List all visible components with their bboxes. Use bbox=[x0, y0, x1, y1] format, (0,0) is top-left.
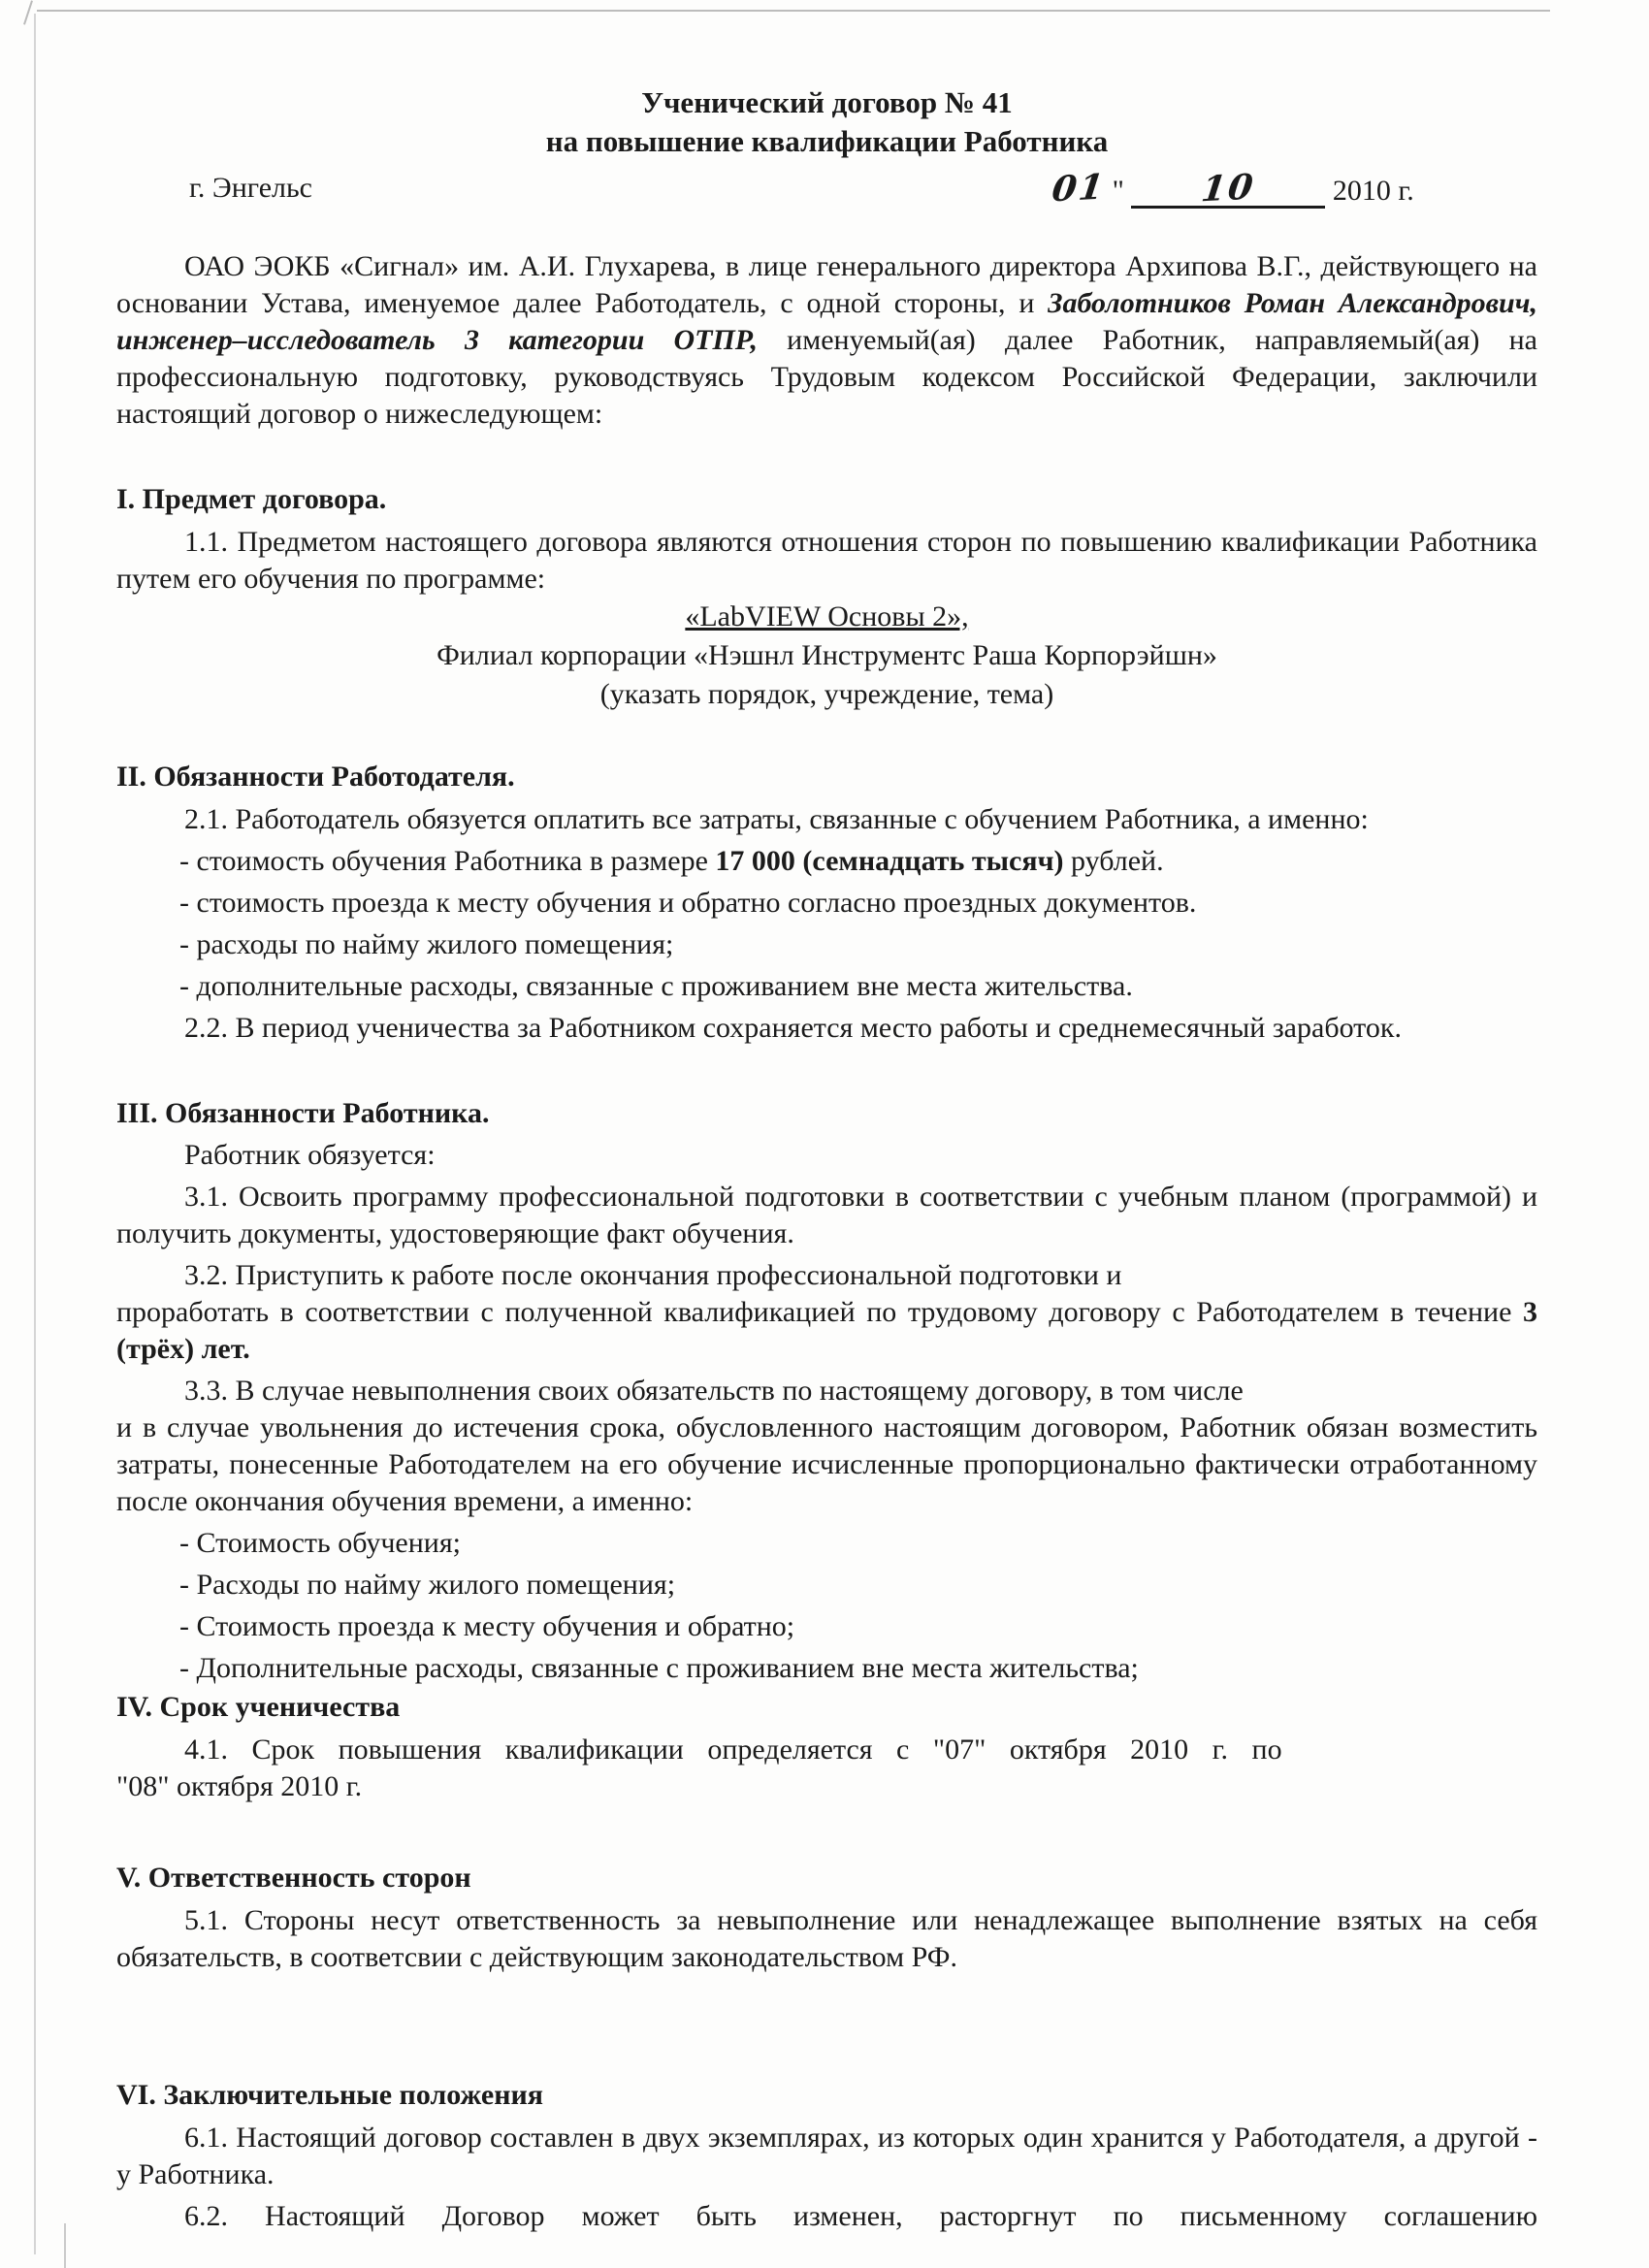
date-block bbox=[1050, 166, 1414, 211]
city-label: г. Энгельс bbox=[189, 172, 312, 204]
clause-3-1: 3.1. Освоить программу профессиональной подготовки в соответствии с учебным планом (программой) и получить документы, удостоверяющие факт обучения. bbox=[116, 1181, 1537, 1249]
clause-3-3-continuation: и в случае увольнения до истечения срока, обусловленного настоящим договором, Работник обязан возместить затраты, понесенные Работодателем на его обучение исчисленные пропорционально фактически отработанному после окончания обучения времени, а именно: bbox=[116, 1411, 1537, 1517]
clause-3-2-line1: 3.2. Приступить к работе после окончания профессиональной подготовки и bbox=[184, 1259, 1122, 1291]
clause-6-2: 6.2. Настоящий Договор может быть изменен, расторгнут по письменному соглашению bbox=[184, 2200, 1537, 2232]
clause-3-3-line1: 3.3. В случае невыполнения своих обязательств по настоящему договору, в том числе bbox=[184, 1375, 1244, 1407]
reimbursement-item-2: - Расходы по найму жилого помещения; bbox=[179, 1569, 676, 1601]
clause-3-2-continuation bbox=[116, 1294, 1537, 1368]
reimbursement-item-3: - Стоимость проезда к месту обучения и обратно; bbox=[179, 1610, 795, 1642]
clause-1-1: 1.1. Предметом настоящего договора являются отношения сторон по повышению квалификации Работника путем его обучения по программе: bbox=[116, 526, 1537, 595]
section6-heading: VI. Заключительные положения bbox=[116, 2079, 543, 2111]
employee-name-position: Заболотников Роман Александрович, инженер–исследователь 3 категории ОТПР, bbox=[116, 287, 1537, 356]
document-title-line2: на повышение квалификации Работника bbox=[545, 124, 1109, 158]
employer-cost-item-4: - дополнительные расходы, связанные с проживанием вне места жительства. bbox=[179, 970, 1133, 1002]
section2-heading: II. Обязанности Работодателя. bbox=[116, 761, 515, 793]
scan-edge-artifact-top bbox=[37, 10, 1550, 12]
clause-4-1-line1: 4.1. Срок повышения квалификации определяется с "07" октября 2010 г. по bbox=[184, 1733, 1282, 1766]
city-date-row bbox=[116, 166, 1537, 223]
work-term-bold: 3 (трёх) лет. bbox=[116, 1296, 1537, 1365]
tuition-amount: 17 000 (семнадцать тысяч) bbox=[715, 845, 1064, 877]
employer-cost-item-1 bbox=[179, 843, 1537, 880]
handwritten-month: 10 bbox=[1199, 166, 1258, 211]
date-year: 2010 г. bbox=[1332, 175, 1414, 207]
section1-heading: I. Предмет договора. bbox=[116, 483, 387, 515]
preamble-part1: ОАО ЭОКБ «Сигнал» им. А.И. Глухарева, в лице генерального директора Архипова В.Г., действующего на основании Устава, именуемое далее Работодатель, с одной стороны, и bbox=[116, 250, 1537, 319]
clause-4-1-line2: "08" октября 2010 г. bbox=[116, 1770, 363, 1802]
section3-intro: Работник обязуется: bbox=[184, 1139, 436, 1171]
fill-in-note: (указать порядок, учреждение, тема) bbox=[599, 678, 1054, 710]
preamble-paragraph bbox=[116, 248, 1537, 433]
clause-6-1: 6.1. Настоящий договор составлен в двух экземплярах, из которых один хранится у Работодателя, а другой - у Работника. bbox=[116, 2122, 1537, 2190]
preamble-part2: именуемый(ая) далее Работник, направляемый(ая) на профессиональную подготовку, руководствуясь Трудовым кодексом Российской Федерации, заключили настоящий договор о нижеследующем: bbox=[116, 324, 1537, 430]
handwritten-day: 01 bbox=[1050, 166, 1108, 211]
item1-post: рублей. bbox=[1063, 845, 1164, 877]
date-quote-mark: " bbox=[1112, 175, 1124, 207]
employer-cost-item-2: - стоимость проезда к месту обучения и обратно согласно проездных документов. bbox=[179, 887, 1197, 919]
date-blank-underline bbox=[1131, 166, 1325, 211]
clause-2-2: 2.2. В период ученичества за Работником сохраняется место работы и среднемесячный заработок. bbox=[184, 1012, 1402, 1044]
section3-heading: III. Обязанности Работника. bbox=[116, 1097, 490, 1129]
program-name: «LabVIEW Основы 2», bbox=[685, 600, 969, 632]
scan-edge-artifact-left bbox=[34, 14, 36, 2254]
section4-heading: IV. Срок ученичества bbox=[116, 1691, 401, 1723]
training-organization: Филиал корпорации «Нэшнл Инструментс Раша Корпорэйшн» bbox=[436, 639, 1217, 671]
document-title-line1: Ученический договор № 41 bbox=[641, 85, 1013, 119]
item1-pre: - стоимость обучения Работника в размере bbox=[179, 845, 716, 877]
clause-5-1: 5.1. Стороны несут ответственность за невыполнение или ненадлежащее выполнение взятых на себя обязательств, в соответсвии с действующим законодательством РФ. bbox=[116, 1904, 1537, 1973]
clause-3-2-pre: проработать в соответствии с полученной квалификацией по трудовому договору с Работодателем в течение bbox=[116, 1296, 1523, 1328]
program-name-line bbox=[116, 598, 1537, 636]
reimbursement-item-4: - Дополнительные расходы, связанные с проживанием вне места жительства; bbox=[179, 1652, 1139, 1684]
employer-cost-item-3: - расходы по найму жилого помещения; bbox=[179, 928, 674, 960]
clause-2-1: 2.1. Работодатель обязуется оплатить все затраты, связанные с обучением Работника, а именно: bbox=[184, 803, 1369, 835]
reimbursement-item-1: - Стоимость обучения; bbox=[179, 1527, 461, 1559]
scan-edge-artifact-bottom bbox=[64, 2223, 66, 2268]
scan-edge-artifact-corner bbox=[23, 0, 33, 24]
section5-heading: V. Ответственность сторон bbox=[116, 1862, 471, 1894]
